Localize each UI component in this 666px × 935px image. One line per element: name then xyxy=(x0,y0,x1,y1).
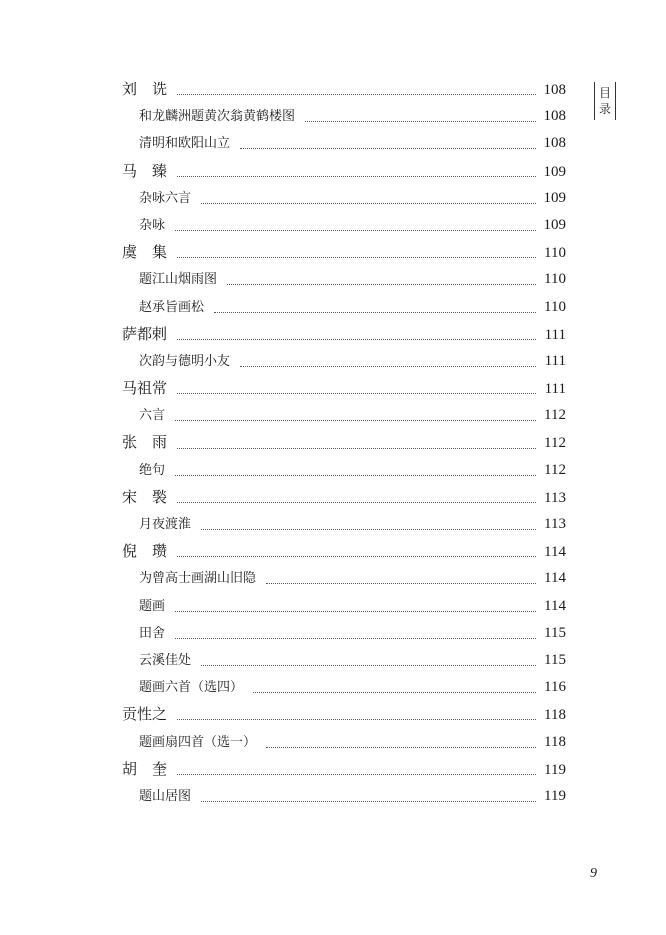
entry-page-number: 119 xyxy=(544,787,566,804)
entry-title: 宋 褧 xyxy=(122,487,168,506)
dot-leader xyxy=(201,665,536,666)
dot-leader xyxy=(177,502,536,503)
dot-leader xyxy=(177,339,536,340)
entry-title: 六言 xyxy=(139,408,166,424)
entry-page-number: 112 xyxy=(544,461,566,478)
entry-title: 虞 集 xyxy=(122,243,168,262)
entry-title: 杂咏 xyxy=(139,217,166,233)
entry-title: 题画 xyxy=(139,598,166,614)
entry-title: 清明和欧阳山立 xyxy=(139,136,231,152)
entry-title: 倪 瓒 xyxy=(122,542,168,561)
entry-page-number: 109 xyxy=(543,216,566,233)
dot-leader xyxy=(177,94,536,95)
dot-leader xyxy=(305,121,536,122)
entry-page-number: 111 xyxy=(544,381,566,398)
toc-entry-author[interactable] xyxy=(122,78,566,105)
toc-entry-poem[interactable] xyxy=(122,649,566,676)
toc-entry-poem[interactable] xyxy=(122,105,566,132)
entry-title: 题画扇四首（选一） xyxy=(139,734,257,750)
entry-title: 题山居图 xyxy=(139,788,192,804)
dot-leader xyxy=(214,312,536,313)
entry-page-number: 119 xyxy=(544,761,566,778)
toc-entry-author[interactable] xyxy=(122,758,566,785)
entry-page-number: 111 xyxy=(544,352,566,369)
entry-page-number: 108 xyxy=(543,82,566,98)
entry-title: 赵承旨画松 xyxy=(139,299,205,315)
dot-leader xyxy=(175,475,536,476)
toc-entry-author[interactable] xyxy=(122,540,566,567)
toc-entry-author[interactable] xyxy=(122,160,566,187)
toc-entry-author[interactable] xyxy=(122,377,566,404)
entry-page-number: 109 xyxy=(543,189,566,206)
toc-entry-author[interactable] xyxy=(122,486,566,513)
entry-page-number: 108 xyxy=(543,108,566,125)
toc-entry-poem[interactable] xyxy=(122,132,566,159)
entry-title: 和龙麟洲题黄次翁黄鹤楼图 xyxy=(139,109,296,125)
toc-entry-poem[interactable] xyxy=(122,404,566,431)
entry-page-number: 116 xyxy=(544,679,566,696)
dot-leader xyxy=(201,203,536,204)
entry-page-number: 110 xyxy=(544,271,566,288)
dot-leader xyxy=(177,719,536,720)
entry-title: 题画六首（选四） xyxy=(139,680,244,696)
entry-title: 马 臻 xyxy=(122,161,168,180)
dot-leader xyxy=(177,448,536,449)
toc-entry-poem[interactable] xyxy=(122,567,566,594)
entry-page-number: 115 xyxy=(544,651,566,668)
entry-page-number: 114 xyxy=(544,544,566,561)
dot-leader xyxy=(240,148,536,149)
entry-title: 绝句 xyxy=(139,462,166,478)
toc-entry-author[interactable] xyxy=(122,703,566,730)
entry-title: 萨都剌 xyxy=(122,324,168,343)
dot-leader xyxy=(240,366,536,367)
entry-page-number: 110 xyxy=(544,245,566,262)
toc-entry-poem[interactable] xyxy=(122,214,566,241)
toc-entry-poem[interactable] xyxy=(122,350,566,377)
entry-title: 云溪佳处 xyxy=(139,652,192,668)
dot-leader xyxy=(175,420,536,421)
entry-title: 刘 诜 xyxy=(122,80,168,98)
section-side-tab xyxy=(594,82,616,120)
dot-leader xyxy=(253,692,536,693)
entry-title: 为曾高士画湖山旧隐 xyxy=(139,571,257,587)
toc-entry-poem[interactable] xyxy=(122,676,566,703)
toc-entry-poem[interactable] xyxy=(122,785,566,812)
dot-leader xyxy=(201,801,536,802)
toc-entry-poem[interactable] xyxy=(122,296,566,323)
entry-page-number: 112 xyxy=(544,407,566,424)
entry-title: 次韵与德明小友 xyxy=(139,353,231,369)
dot-leader xyxy=(175,611,536,612)
entry-page-number: 114 xyxy=(544,570,566,587)
entry-page-number: 118 xyxy=(544,707,566,724)
dot-leader xyxy=(177,774,536,775)
entry-title: 田舍 xyxy=(139,625,166,641)
dot-leader xyxy=(177,257,536,258)
entry-page-number: 115 xyxy=(544,624,566,641)
toc-entry-poem[interactable] xyxy=(122,268,566,295)
entry-page-number: 113 xyxy=(544,516,566,532)
entry-page-number: 113 xyxy=(544,489,566,506)
dot-leader xyxy=(177,176,536,177)
entry-page-number: 111 xyxy=(544,326,566,343)
dot-leader xyxy=(201,529,536,530)
dot-leader xyxy=(175,230,536,231)
entry-page-number: 114 xyxy=(544,597,566,614)
entry-page-number: 112 xyxy=(544,435,566,452)
entry-page-number: 109 xyxy=(543,163,566,180)
entry-page-number: 118 xyxy=(544,733,566,750)
entry-title: 题江山烟雨图 xyxy=(139,272,218,288)
dot-leader xyxy=(266,583,536,584)
dot-leader xyxy=(227,284,536,285)
entry-title: 马祖常 xyxy=(122,379,168,398)
dot-leader xyxy=(177,556,536,557)
entry-title: 杂咏六言 xyxy=(139,190,192,206)
entry-title: 月夜渡淮 xyxy=(139,517,192,532)
table-of-contents xyxy=(122,78,566,812)
toc-entry-poem[interactable] xyxy=(122,187,566,214)
entry-page-number: 110 xyxy=(544,298,566,315)
toc-entry-poem[interactable] xyxy=(122,459,566,486)
dot-leader xyxy=(177,393,536,394)
dot-leader xyxy=(175,638,536,639)
page-number: 9 xyxy=(590,866,597,881)
toc-entry-poem[interactable] xyxy=(122,731,566,758)
entry-title: 胡 奎 xyxy=(122,759,168,778)
side-tab-char-1: 目 xyxy=(598,86,611,100)
toc-entry-poem[interactable] xyxy=(122,513,566,540)
toc-entry-poem[interactable] xyxy=(122,595,566,622)
entry-title: 贡性之 xyxy=(122,705,168,724)
toc-entry-poem[interactable] xyxy=(122,622,566,649)
toc-entry-author[interactable] xyxy=(122,431,566,458)
toc-entry-author[interactable] xyxy=(122,241,566,268)
entry-page-number: 108 xyxy=(543,135,566,152)
toc-entry-author[interactable] xyxy=(122,323,566,350)
dot-leader xyxy=(266,747,536,748)
side-tab-char-2: 录 xyxy=(598,102,611,116)
entry-title: 张 雨 xyxy=(122,433,168,452)
